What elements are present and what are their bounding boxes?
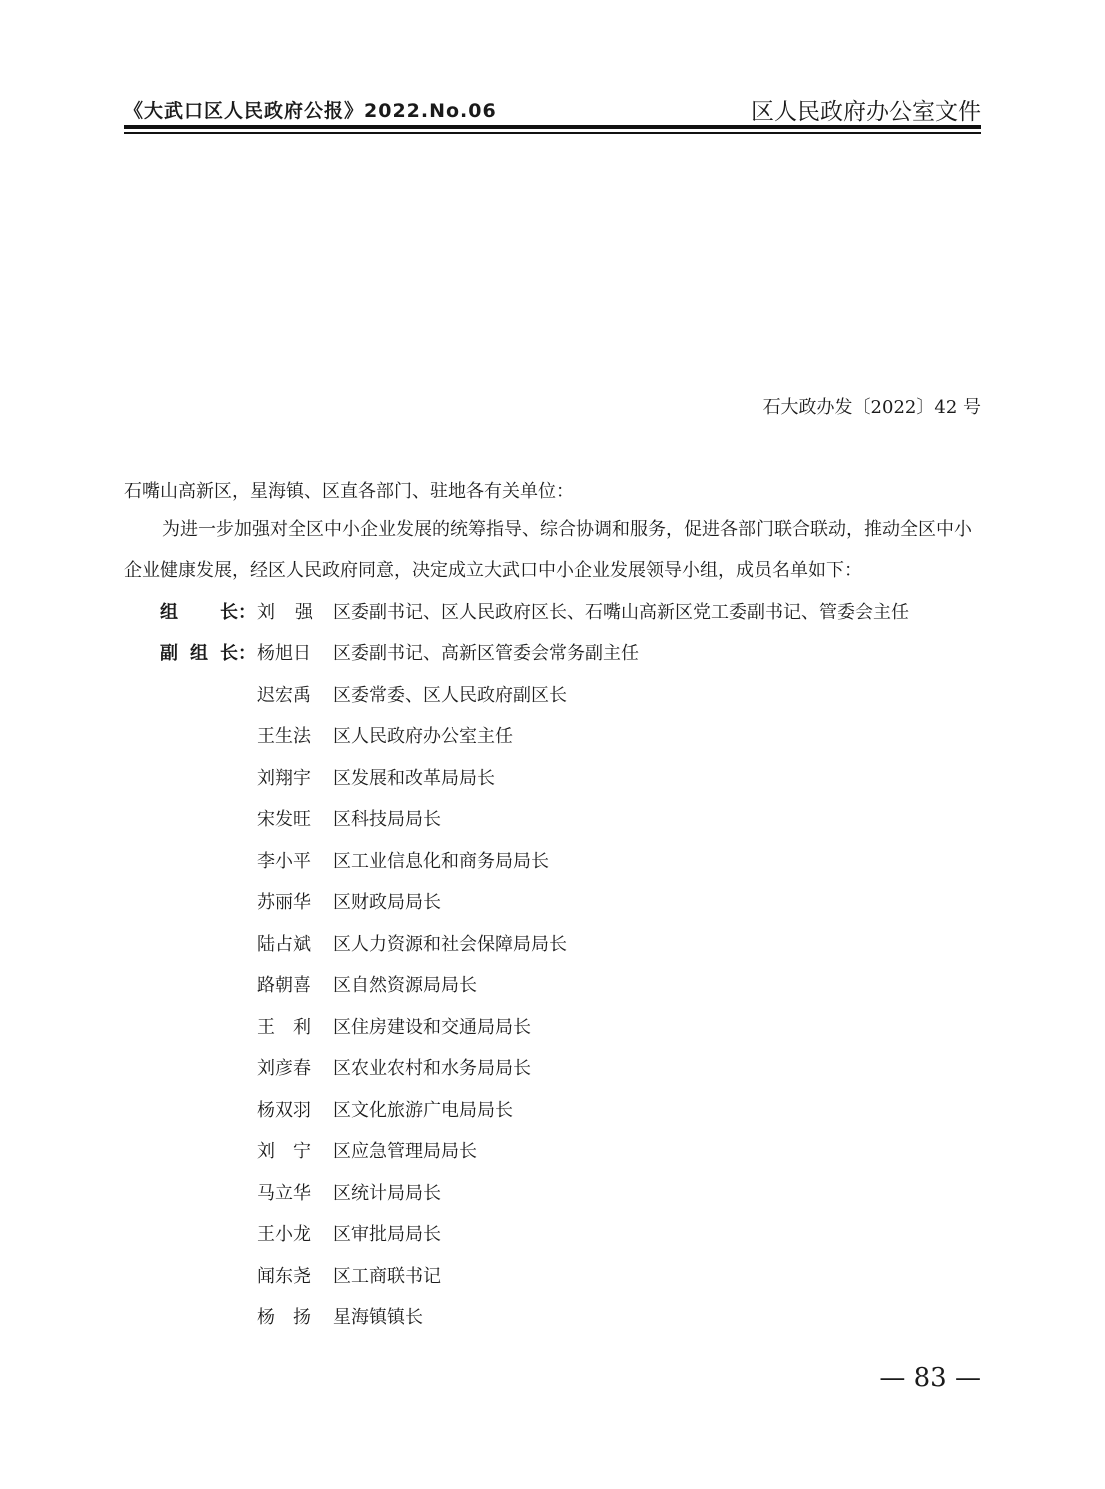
member-title: 区住房建设和交通局局长 (333, 1017, 531, 1038)
member-title: 区委常委、区人民政府副区长 (333, 685, 567, 706)
salutation: 石嘴山高新区，星海镇、区直各部门、驻地各有关单位： (124, 481, 574, 502)
body-paragraph: 为进一步加强对全区中小企业发展的统筹指导、综合协调和服务，促进各部门联合联动，推动全区中小企业健康发展，经区人民政府同意，决定成立大武口中小企业发展领导小组，成员名单如下： (124, 519, 972, 581)
member-name: 陆占斌 (257, 934, 311, 955)
member-title: 区发展和改革局局长 (333, 768, 495, 789)
member-name: 刘 宁 (257, 1141, 311, 1162)
page-number: — 83 — (879, 1363, 981, 1393)
member-title: 区审批局局长 (333, 1224, 441, 1245)
member-title: 区人力资源和社会保障局局长 (333, 934, 567, 955)
deputy-leader-role: 副 组 长： (160, 643, 256, 664)
leader-title: 区委副书记、区人民政府区长、石嘴山高新区党工委副书记、管委会主任 (333, 602, 909, 623)
member-name: 王 利 (257, 1017, 311, 1038)
member-name: 李小平 (257, 851, 311, 872)
header-rule-thin (124, 132, 981, 134)
header-rule-thick (124, 125, 981, 129)
publication-title: 《大武口区人民政府公报》2022.No.06 (124, 100, 497, 122)
member-name: 迟宏禹 (257, 685, 311, 706)
member-name: 王生法 (257, 726, 311, 747)
member-title: 区委副书记、高新区管委会常务副主任 (333, 643, 639, 664)
member-name: 路朝喜 (257, 975, 311, 996)
member-title: 区文化旅游广电局局长 (333, 1100, 513, 1121)
section-title: 区人民政府办公室文件 (751, 99, 981, 125)
member-name: 杨 扬 (257, 1307, 311, 1328)
document-number: 石大政办发〔2022〕42 号 (762, 397, 981, 418)
member-name: 宋发旺 (257, 809, 311, 830)
member-title: 区统计局局长 (333, 1183, 441, 1204)
member-title: 区工业信息化和商务局局长 (333, 851, 549, 872)
member-title: 区科技局局长 (333, 809, 441, 830)
member-name: 刘彦春 (257, 1058, 311, 1079)
member-title: 区人民政府办公室主任 (333, 726, 513, 747)
member-name: 马立华 (257, 1183, 311, 1204)
member-title: 区工商联书记 (333, 1266, 441, 1287)
member-name: 闻东尧 (257, 1266, 311, 1287)
member-name: 刘翔宇 (257, 768, 311, 789)
member-name: 杨双羽 (257, 1100, 311, 1121)
member-name: 王小龙 (257, 1224, 311, 1245)
member-title: 星海镇镇长 (333, 1307, 423, 1328)
member-title: 区应急管理局局长 (333, 1141, 477, 1162)
member-title: 区农业农村和水务局局长 (333, 1058, 531, 1079)
member-name: 苏丽华 (257, 892, 311, 913)
member-title: 区财政局局长 (333, 892, 441, 913)
leader-role: 组 长： (160, 602, 256, 623)
member-name: 杨旭日 (257, 643, 311, 664)
member-title: 区自然资源局局长 (333, 975, 477, 996)
leader-name: 刘 强 (257, 602, 313, 623)
